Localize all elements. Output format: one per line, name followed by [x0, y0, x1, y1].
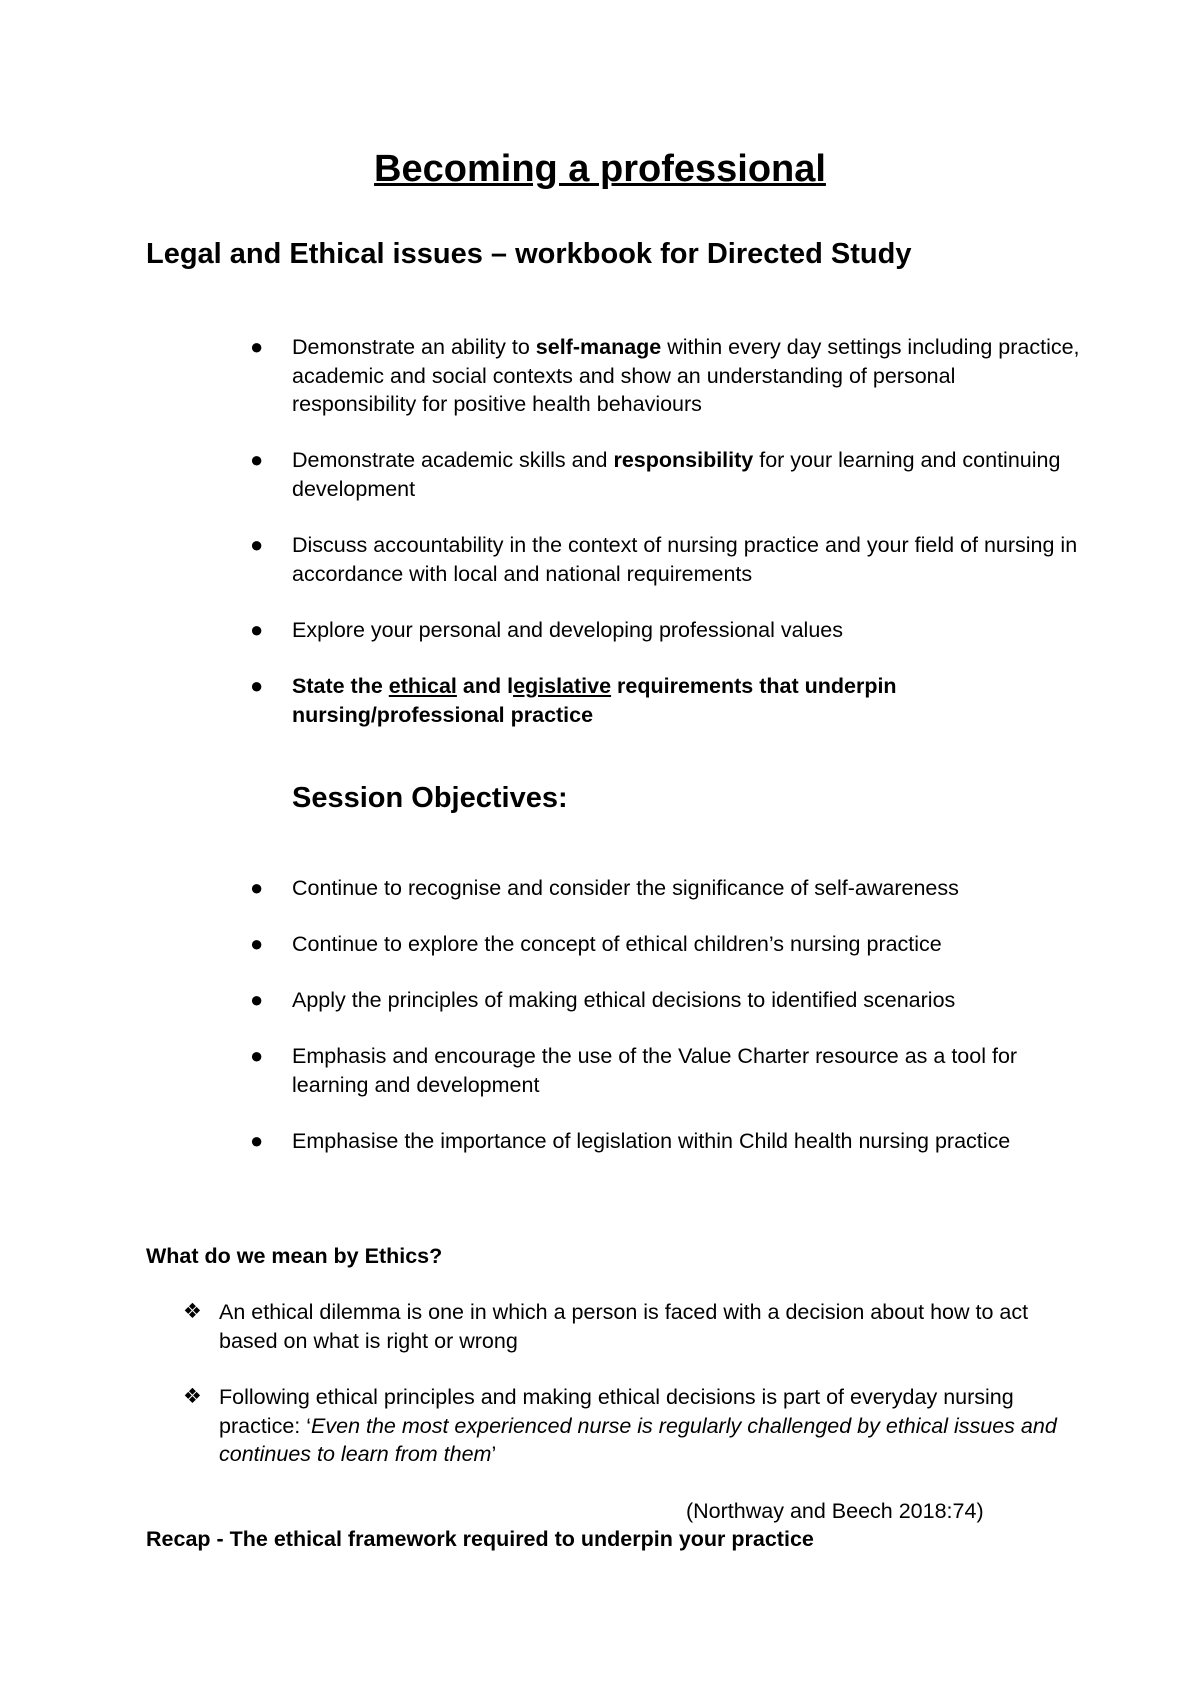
bullet-icon: ●	[250, 673, 264, 698]
bullet-icon: ●	[250, 617, 264, 642]
ethics-question-heading: What do we mean by Ethics?	[146, 1244, 443, 1268]
outcome-text-part: Demonstrate academic skills and	[292, 448, 614, 472]
outcome-text-part: Demonstrate an ability to	[292, 335, 536, 359]
outcome-text-part: within every day settings including practice, academic and social contexts and show an understanding of personal responsibility for positive health behaviours	[292, 335, 1080, 416]
ethics-quote: Even the most experienced nurse is regularly challenged by ethical issues and continues to learn from them	[219, 1413, 1057, 1466]
bullet-icon: ●	[250, 875, 264, 900]
objective-text: Continue to explore the concept of ethical children’s nursing practice	[292, 932, 942, 956]
objective-text: Continue to recognise and consider the significance of self-awareness	[292, 876, 959, 900]
bullet-icon: ●	[250, 1128, 264, 1153]
outcome-text-part: and l	[456, 674, 514, 698]
session-objectives-heading: Session Objectives:	[292, 782, 568, 814]
document-subtitle: Legal and Ethical issues – workbook for Directed Study	[146, 238, 912, 270]
outcome-text	[292, 446, 1082, 503]
outcome-underlined-term: egislative	[513, 674, 612, 698]
outcome-text	[292, 333, 1082, 419]
ethics-point-text: An ethical dilemma is one in which a person is faced with a decision about how to act based on what is right or wrong	[219, 1300, 1029, 1353]
diamond-bullet-icon: ❖	[183, 1385, 202, 1408]
objective-text: Apply the principles of making ethical decisions to identified scenarios	[292, 988, 956, 1012]
outcome-text: Discuss accountability in the context of nursing practice and your field of nursing in accordance with local and national requirements	[292, 533, 1078, 586]
bullet-icon: ●	[250, 987, 264, 1012]
document-title: Becoming a professional	[374, 148, 826, 190]
objective-text: Emphasis and encourage the use of the Value Charter resource as a tool for learning and development	[292, 1044, 1018, 1097]
outcome-text-part: for your learning and continuing development	[292, 448, 1061, 501]
ethics-point-text	[219, 1383, 1079, 1469]
ethics-point-text-part: Following ethical principles and making ethical decisions is part of everyday nursing practice: ‘	[219, 1385, 1014, 1438]
bullet-icon: ●	[250, 447, 264, 472]
bullet-icon: ●	[250, 1043, 264, 1068]
outcome-text-part: requirements that underpin nursing/professional practice	[292, 674, 897, 727]
outcome-text	[292, 672, 1082, 729]
ethics-point-text-part: ’	[491, 1442, 497, 1466]
objective-text: Emphasise the importance of legislation within Child health nursing practice	[292, 1129, 1011, 1153]
recap-heading: Recap - The ethical framework required to underpin your practice	[146, 1527, 814, 1551]
citation: (Northway and Beech 2018:74)	[686, 1499, 984, 1523]
outcome-text-part: State the	[292, 674, 389, 698]
outcome-bold-term: responsibility	[613, 448, 754, 472]
bullet-icon: ●	[250, 931, 264, 956]
outcome-underlined-term: ethical	[388, 674, 457, 698]
outcome-bold-term: self-manage	[535, 335, 662, 359]
diamond-bullet-icon: ❖	[183, 1300, 202, 1323]
bullet-icon: ●	[250, 334, 264, 359]
outcome-text: Explore your personal and developing professional values	[292, 618, 843, 642]
bullet-icon: ●	[250, 532, 264, 557]
